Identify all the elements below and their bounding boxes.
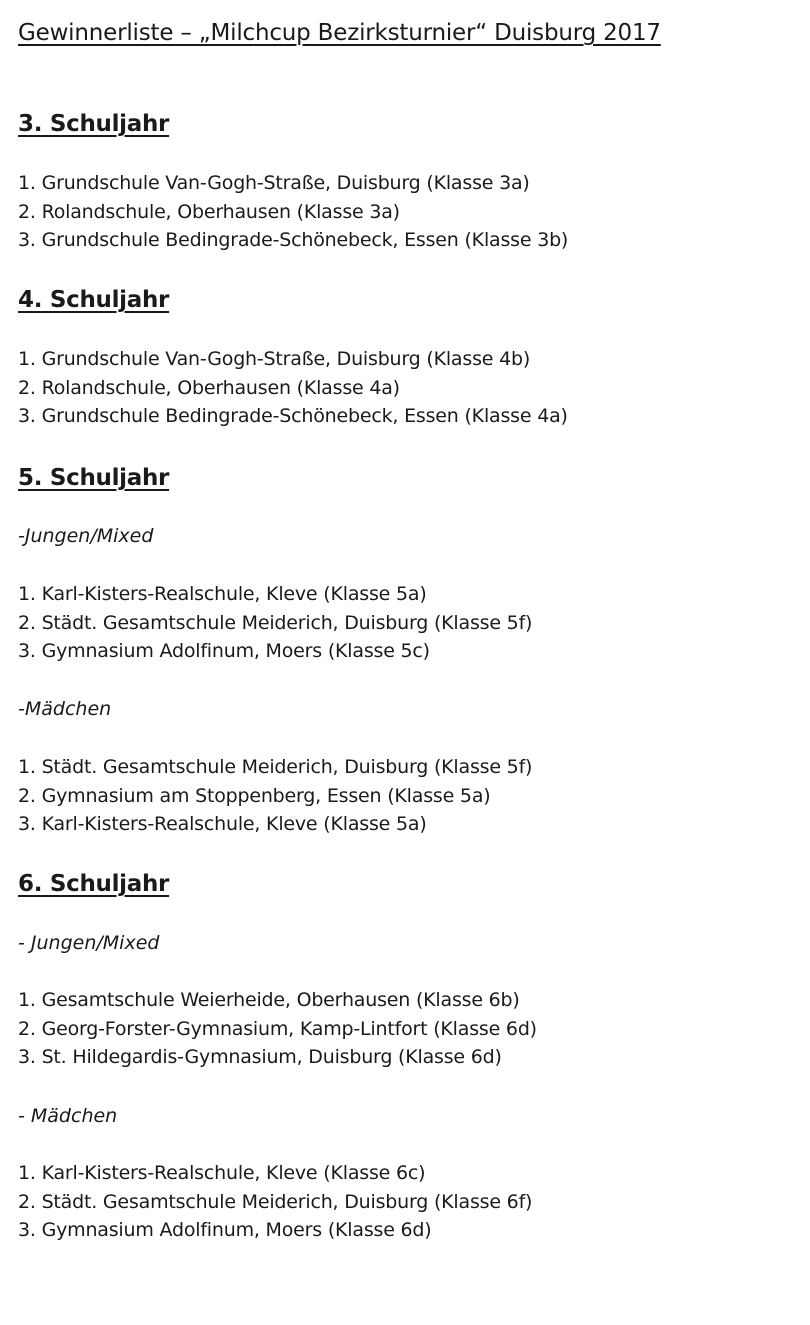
subgroup-label-girls: -Mädchen xyxy=(18,698,112,720)
list-item: 2. Rolandschule, Oberhausen (Klasse 4a) xyxy=(18,376,400,399)
list-item: 1. Grundschule Van-Gogh-Straße, Duisburg (Klasse 3a) xyxy=(18,172,530,194)
list-item: 3. Grundschule Bedingrade-Schönebeck, Essen (Klasse 4a) xyxy=(18,405,568,427)
list-item: 1. Grundschule Van-Gogh-Straße, Duisburg (Klasse 4b) xyxy=(18,348,531,370)
list-item: 2. Gymnasium am Stoppenberg, Essen (Klasse 5a) xyxy=(18,784,491,807)
section-heading-year-6: 6. Schuljahr xyxy=(18,871,170,897)
results-list-year-3 xyxy=(18,169,568,255)
list-item: 2. Rolandschule, Oberhausen (Klasse 3a) xyxy=(18,200,400,223)
list-item: 2. Städt. Gesamtschule Meiderich, Duisburg (Klasse 5f) xyxy=(18,611,533,634)
section-heading-year-3: 3. Schuljahr xyxy=(18,111,170,137)
results-list-year-5-boys-mixed xyxy=(18,580,532,666)
results-list-year-6-boys-mixed xyxy=(18,986,537,1072)
subgroup-label-boys-mixed: -Jungen/Mixed xyxy=(18,525,154,547)
list-item: 2. Städt. Gesamtschule Meiderich, Duisburg (Klasse 6f) xyxy=(18,1190,533,1213)
list-item: 3. Gymnasium Adolfinum, Moers (Klasse 5c) xyxy=(18,640,430,662)
list-item: 1. Gesamtschule Weierheide, Oberhausen (Klasse 6b) xyxy=(18,989,520,1011)
list-item: 3. St. Hildegardis-Gymnasium, Duisburg (Klasse 6d) xyxy=(18,1046,502,1068)
list-item: 3. Grundschule Bedingrade-Schönebeck, Essen (Klasse 3b) xyxy=(18,229,569,251)
subgroup-label-girls: - Mädchen xyxy=(18,1105,118,1127)
results-list-year-5-girls xyxy=(18,753,532,839)
list-item: 1. Städt. Gesamtschule Meiderich, Duisburg (Klasse 5f) xyxy=(18,756,533,778)
section-heading-year-4: 4. Schuljahr xyxy=(18,287,170,313)
list-item: 2. Georg-Forster-Gymnasium, Kamp-Lintfort (Klasse 6d) xyxy=(18,1017,537,1040)
results-list-year-6-girls xyxy=(18,1159,532,1245)
list-item: 1. Karl-Kisters-Realschule, Kleve (Klasse 5a) xyxy=(18,583,427,605)
results-list-year-4 xyxy=(18,345,568,431)
page-title: Gewinnerliste – „Milchcup Bezirksturnier“ Duisburg 2017 xyxy=(18,20,661,46)
subgroup-label-boys-mixed: - Jungen/Mixed xyxy=(18,932,160,954)
list-item: 3. Gymnasium Adolfinum, Moers (Klasse 6d) xyxy=(18,1219,432,1241)
section-heading-year-5: 5. Schuljahr xyxy=(18,465,170,491)
list-item: 3. Karl-Kisters-Realschule, Kleve (Klasse 5a) xyxy=(18,813,427,835)
list-item: 1. Karl-Kisters-Realschule, Kleve (Klasse 6c) xyxy=(18,1162,426,1184)
